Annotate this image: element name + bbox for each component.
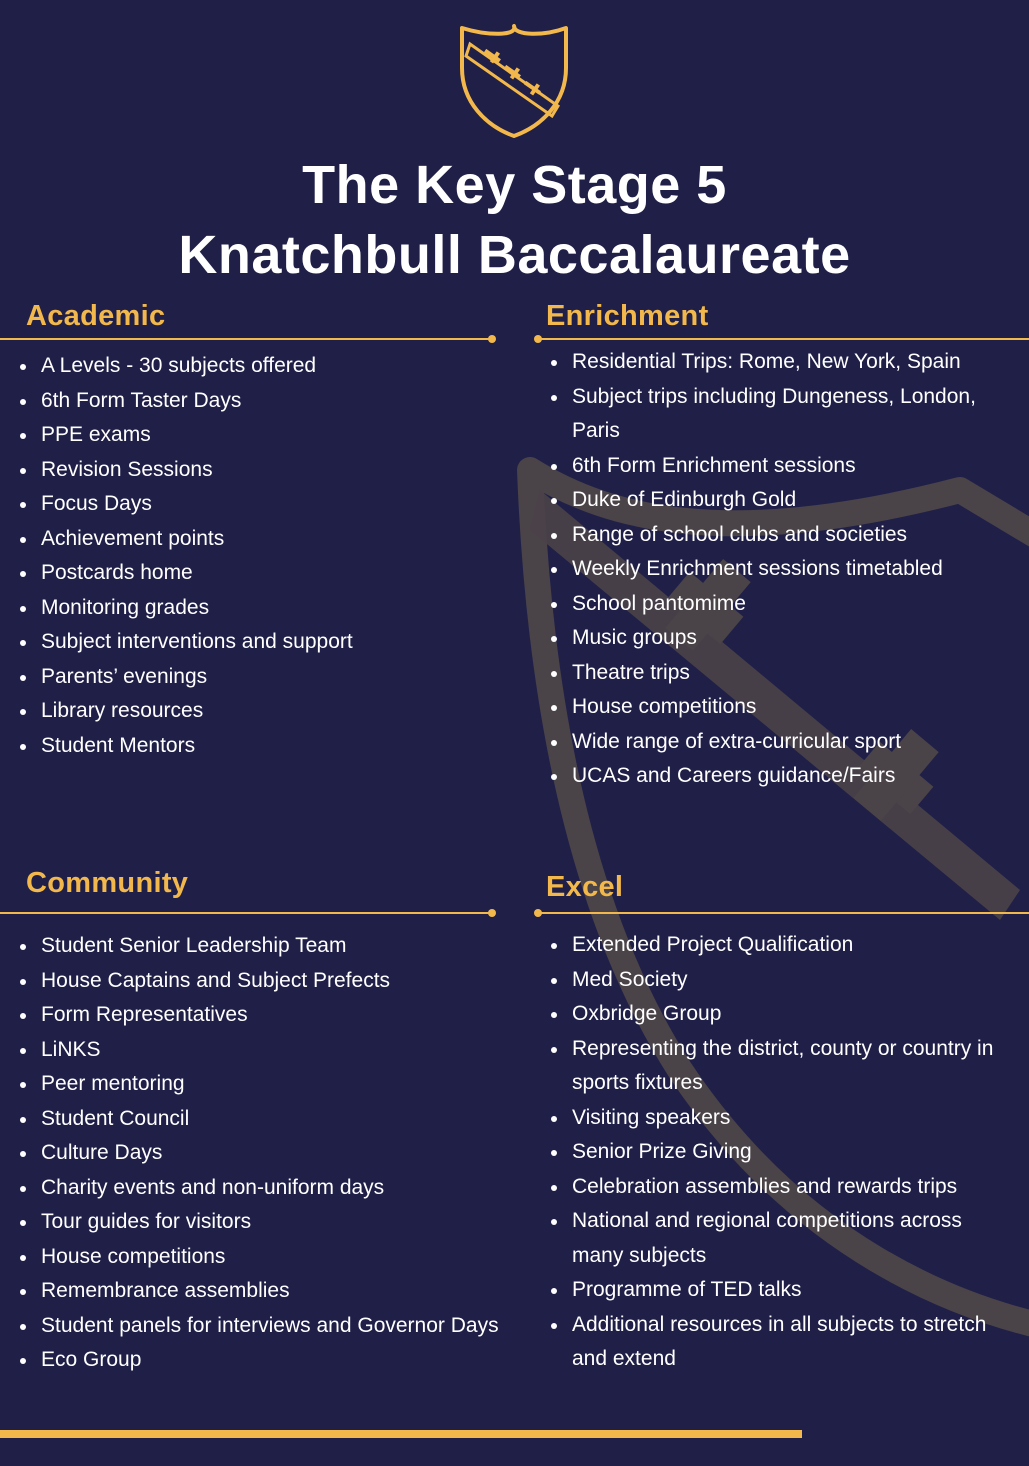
list-item: Visiting speakers xyxy=(551,1101,1021,1136)
list-item: Parents’ evenings xyxy=(20,660,510,695)
list-item: Library resources xyxy=(20,694,510,729)
academic-section xyxy=(26,298,165,334)
list-item: Weekly Enrichment sessions timetabled xyxy=(551,552,1011,587)
list-item: Residential Trips: Rome, New York, Spain xyxy=(551,345,1011,380)
list-item: Programme of TED talks xyxy=(551,1273,1021,1308)
academic-list xyxy=(20,349,510,763)
list-item: Form Representatives xyxy=(20,998,530,1033)
list-item: Student panels for interviews and Governor Days xyxy=(20,1309,530,1344)
list-item: Subject interventions and support xyxy=(20,625,510,660)
shield-crest-icon xyxy=(458,22,570,140)
enrichment-section xyxy=(546,298,709,334)
list-item: Culture Days xyxy=(20,1136,530,1171)
list-item: A Levels - 30 subjects offered xyxy=(20,349,510,384)
excel-divider-dot xyxy=(534,909,542,917)
list-item: National and regional competitions across many subjects xyxy=(551,1204,1021,1273)
enrichment-heading: Enrichment xyxy=(546,300,709,332)
list-item: Oxbridge Group xyxy=(551,997,1021,1032)
list-item: Additional resources in all subjects to stretch and extend xyxy=(551,1308,1021,1377)
enrichment-divider-dot xyxy=(534,335,542,343)
list-item: Theatre trips xyxy=(551,656,1011,691)
community-section xyxy=(26,865,188,901)
list-item: Focus Days xyxy=(20,487,510,522)
list-item: Peer mentoring xyxy=(20,1067,530,1102)
list-item: Student Senior Leadership Team xyxy=(20,929,530,964)
title-line-2: Knatchbull Baccalaureate xyxy=(178,225,851,285)
list-item: Range of school clubs and societies xyxy=(551,518,1011,553)
list-item: House competitions xyxy=(20,1240,530,1275)
enrichment-list xyxy=(551,345,1011,794)
list-item: Postcards home xyxy=(20,556,510,591)
list-item: Charity events and non-uniform days xyxy=(20,1171,530,1206)
list-item: Representing the district, county or country in sports fixtures xyxy=(551,1032,1021,1101)
list-item: Extended Project Qualification xyxy=(551,928,1021,963)
list-item: 6th Form Taster Days xyxy=(20,384,510,419)
academic-divider-dot xyxy=(488,335,496,343)
list-item: Monitoring grades xyxy=(20,591,510,626)
community-divider xyxy=(0,912,494,914)
list-item: UCAS and Careers guidance/Fairs xyxy=(551,759,1011,794)
excel-section xyxy=(546,869,623,905)
list-item: Eco Group xyxy=(20,1343,530,1378)
list-item: House Captains and Subject Prefects xyxy=(20,964,530,999)
list-item: 6th Form Enrichment sessions xyxy=(551,449,1011,484)
list-item: House competitions xyxy=(551,690,1011,725)
list-item: Senior Prize Giving xyxy=(551,1135,1021,1170)
list-item: Wide range of extra-curricular sport xyxy=(551,725,1011,760)
list-item: Remembrance assemblies xyxy=(20,1274,530,1309)
academic-heading: Academic xyxy=(26,300,166,332)
page-title xyxy=(0,150,1029,290)
list-item: Revision Sessions xyxy=(20,453,510,488)
list-item: Duke of Edinburgh Gold xyxy=(551,483,1011,518)
list-item: School pantomime xyxy=(551,587,1011,622)
list-item: Music groups xyxy=(551,621,1011,656)
list-item: Celebration assemblies and rewards trips xyxy=(551,1170,1021,1205)
community-heading: Community xyxy=(26,867,189,899)
list-item: Med Society xyxy=(551,963,1021,998)
excel-heading: Excel xyxy=(546,871,624,903)
list-item: Student Council xyxy=(20,1102,530,1137)
community-list xyxy=(20,929,530,1378)
excel-divider xyxy=(536,912,1029,914)
bottom-accent-bar xyxy=(0,1430,802,1438)
excel-list xyxy=(551,928,1021,1377)
list-item: Achievement points xyxy=(20,522,510,557)
list-item: Subject trips including Dungeness, London, Paris xyxy=(551,380,1011,449)
academic-divider xyxy=(0,338,494,340)
community-divider-dot xyxy=(488,909,496,917)
list-item: PPE exams xyxy=(20,418,510,453)
list-item: Student Mentors xyxy=(20,729,510,764)
enrichment-divider xyxy=(536,338,1029,340)
title-line-1: The Key Stage 5 xyxy=(302,155,727,215)
list-item: Tour guides for visitors xyxy=(20,1205,530,1240)
list-item: LiNKS xyxy=(20,1033,530,1068)
